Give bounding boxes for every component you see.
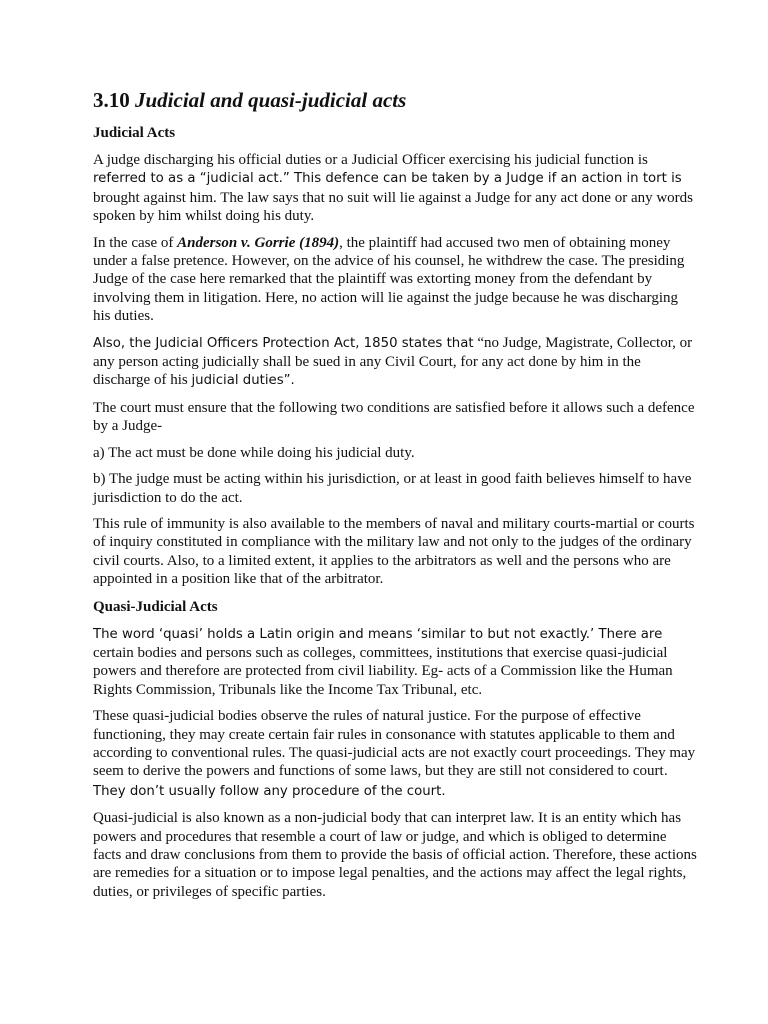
condition-a: a) The act must be done while doing his judicial duty.	[93, 444, 415, 461]
judicial-acts-heading: Judicial Acts	[93, 125, 176, 141]
text-span: “no Judge, Magistrate, Collector, or any person acting judicially shall be sued in any Civil Court, for any act done by him in the discharge of his	[93, 334, 693, 389]
quasi-paragraph-3: Quasi-judicial is also known as a non-judicial body that can interpret law. It is an entity which has powers and procedures that resemble a court of law or judge, and which is obliged to determine facts and draw conclusions from them to provide the basis of official action. Therefore, these actions are remedies for a situation or to impose legal penalties, and the actions may affect the legal rights, duties, or privileges of specific parties.	[93, 810, 697, 900]
quasi-paragraph-2	[93, 707, 698, 801]
judicial-paragraph-1	[93, 151, 698, 226]
quasi-judicial-acts-heading: Quasi-Judicial Acts	[93, 598, 218, 615]
text-span: referred to as a “judicial act.” This defence can be taken by a Judge if an action in tort is	[93, 171, 682, 187]
text-span: . They don’t usually follow any procedure of the court.	[93, 764, 668, 799]
text-span: These quasi-judicial bodies observe the rules of natural justice. For the purpose of effective functioning, they may create certain fair rules in consonance with statutes applicable to them and according to conventional rules. The quasi-judicial acts are not exactly court proceedings. They may seem to derive the powers and functions of some laws, but they are still not considered to court	[93, 708, 696, 780]
text-span: brought against him. The law says that no suit will lie against a Judge for any act done or any words spoken by him whilst doing his duty.	[93, 189, 694, 225]
judicial-paragraph-4: The court must ensure that the following two conditions are satisfied before it allows such a defence by a Judge-	[93, 399, 695, 435]
section-number: 3.10	[93, 88, 130, 112]
judicial-paragraph-2	[93, 234, 698, 326]
text-span: In the case of	[93, 234, 178, 251]
condition-b: b) The judge must be acting within his jurisdiction, or at least in good faith believes himself to have jurisdiction to do the act.	[93, 471, 692, 506]
judicial-paragraph-3	[93, 334, 698, 391]
text-span: A judge discharging his official duties or a Judicial Officer exercising his judicial function is	[93, 152, 648, 168]
section-title-text: Judicial and quasi-judicial acts	[135, 88, 407, 112]
case-citation: Anderson v. Gorrie (1894)	[177, 234, 340, 251]
text-span: judicial duties”.	[191, 373, 295, 389]
text-span: , the plaintiff had accused two men of obtaining money under a false pretence. However, on the advice of his counsel, he withdrew the case. The presiding Judge of the case here remarked that the plaintiff was extorting money from the defendant by involving them in litigation. Here, no action will lie against the judge because he was discharging his duties.	[93, 234, 685, 325]
text-span: certain bodies and persons such as colleges, committees, institutions that exercise quasi-judicial powers and therefore are protected from civil liability. Eg- acts of a Commission like the Human Rights Commission, Tribunals like the Income Tax Tribunal, etc.	[93, 644, 673, 698]
text-span: Also, the Judicial Officers Protection Act, 1850 states that	[93, 335, 474, 351]
quasi-paragraph-1	[93, 625, 698, 700]
text-span: The word ‘quasi’ holds a Latin origin and means ‘similar to but not exactly.’ There are	[93, 626, 663, 642]
section-title	[93, 86, 698, 114]
judicial-paragraph-5: This rule of immunity is also available to the members of naval and military courts-martial or courts of inquiry constituted in compliance with the military law and not only to the judges of the ordinary civil courts. Also, to a limited extent, it applies to the arbitrators as well and the persons who are appointed in a position like that of the arbitrator.	[93, 515, 695, 588]
